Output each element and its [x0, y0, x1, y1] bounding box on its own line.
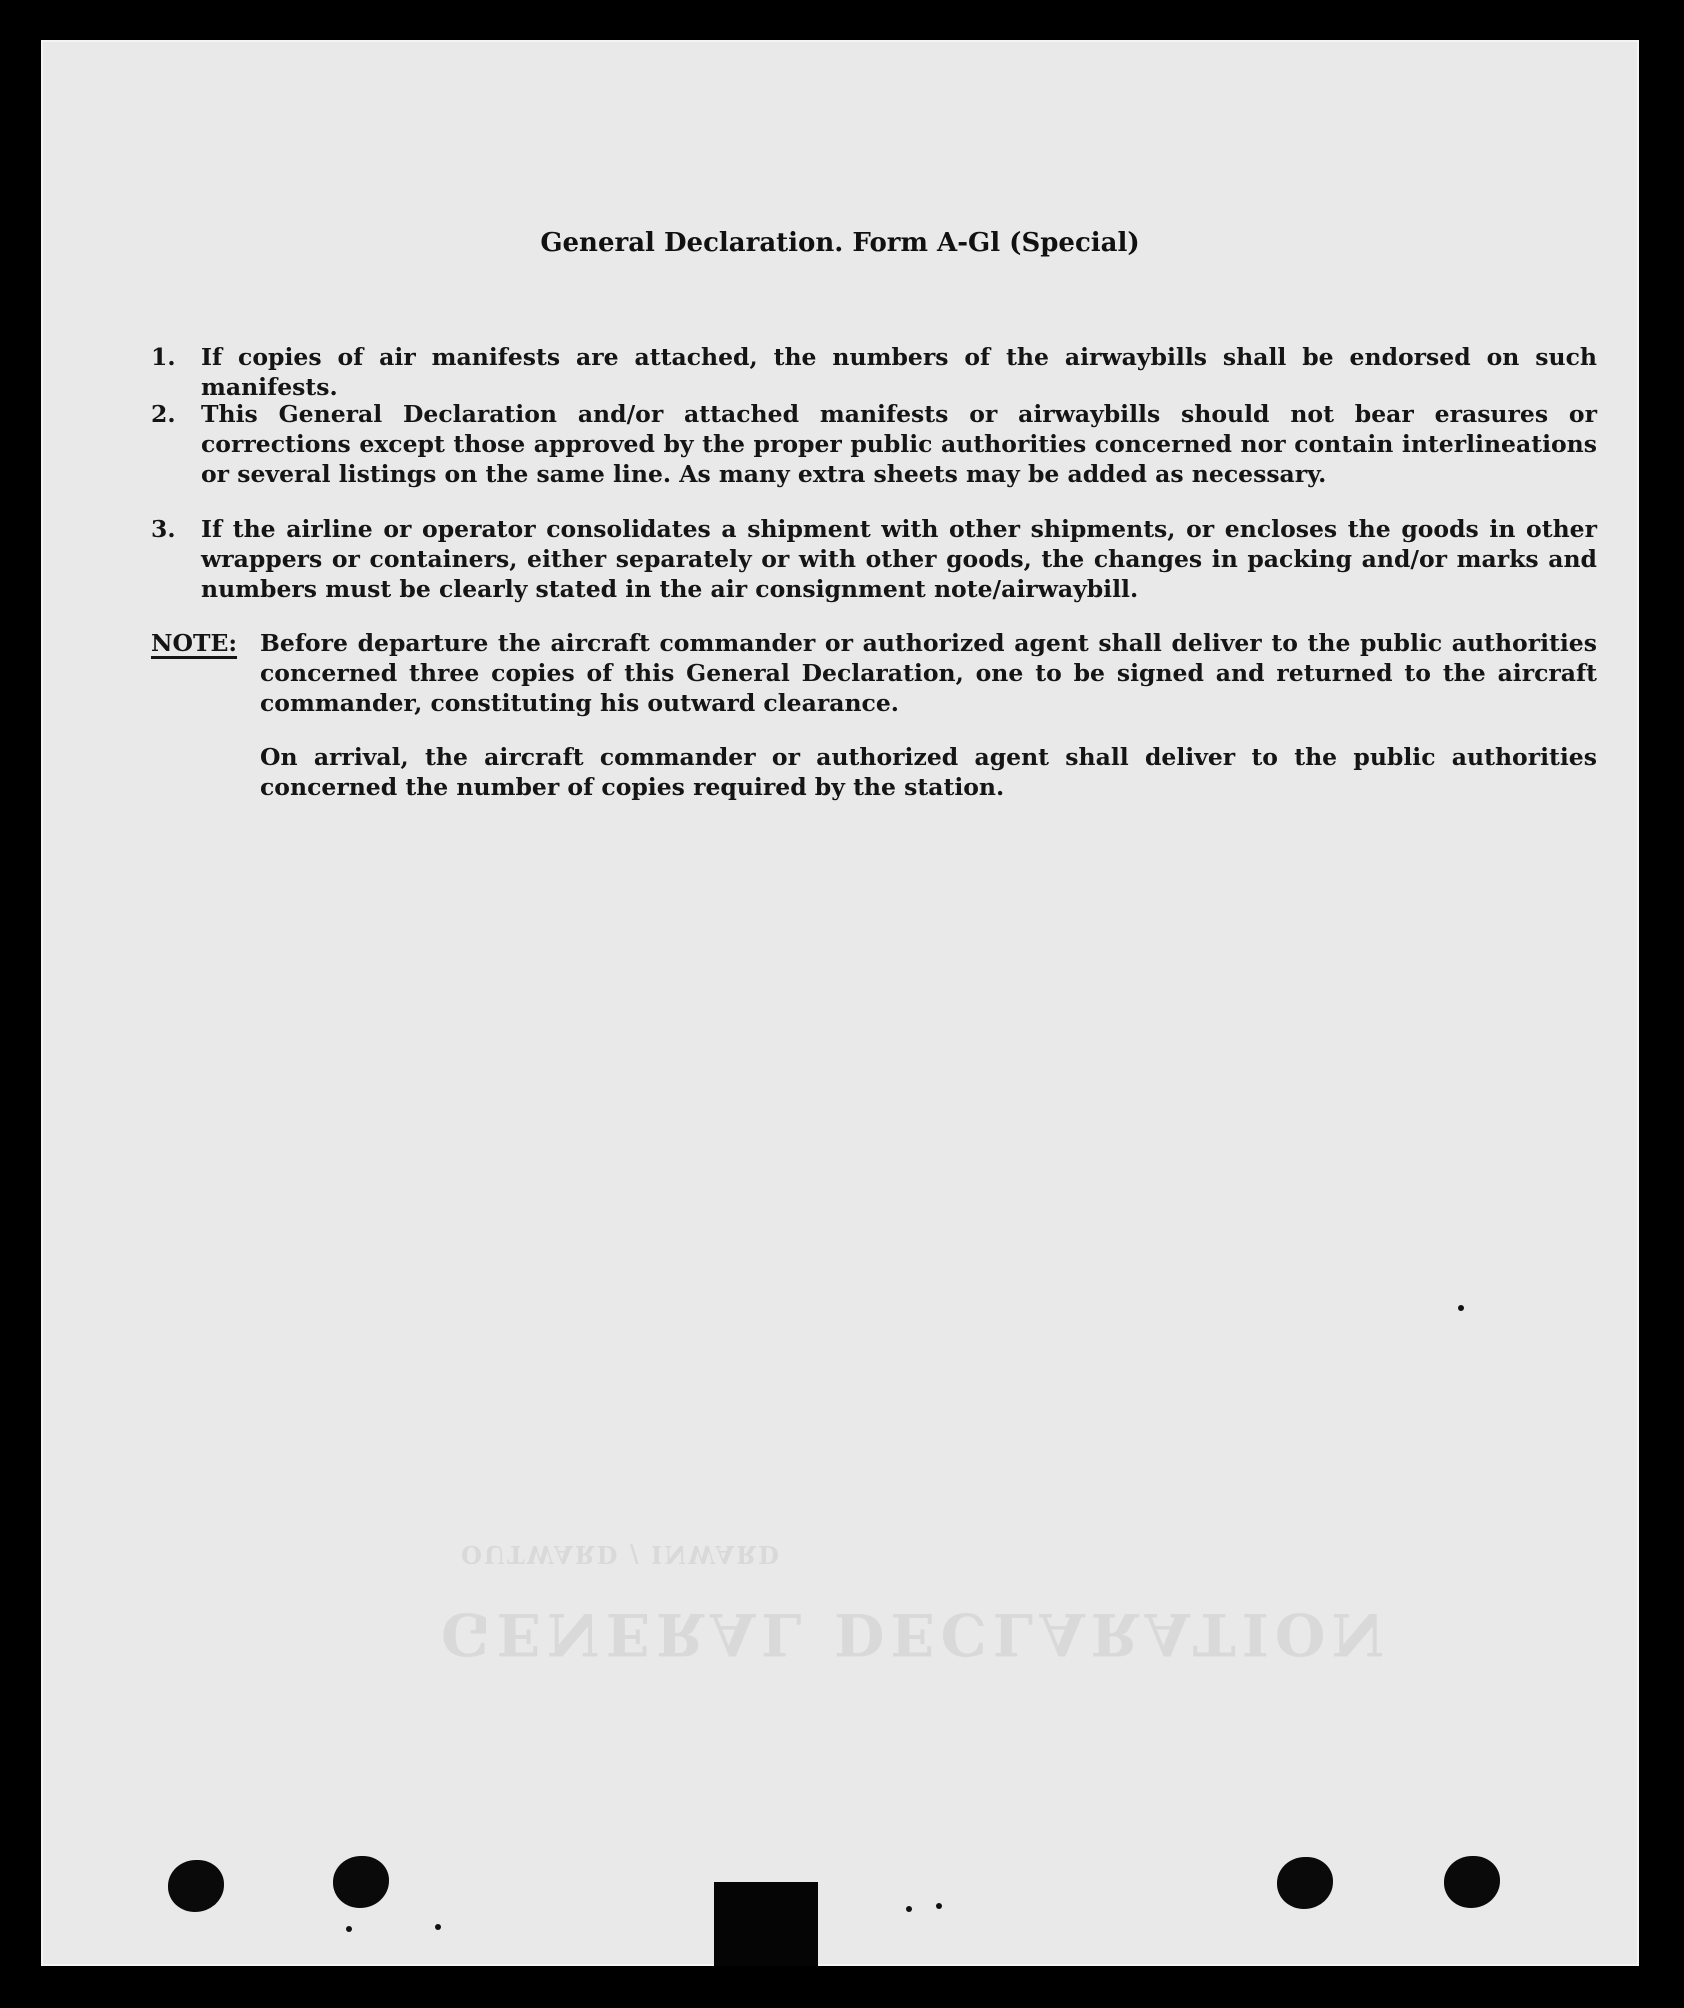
item-text: If copies of air manifests are attached, the numbers of the airwaybills shall be endorsed on such manifests.	[201, 343, 1597, 401]
form-title: General Declaration. Form A-Gl (Special)	[540, 228, 1140, 258]
scan-speck	[936, 1903, 942, 1909]
binding-tab	[714, 1882, 818, 1966]
item-number: 3.	[151, 515, 176, 543]
punch-hole	[1444, 1856, 1500, 1908]
bleed-through-mark: OUTWARD / INWARD	[461, 1540, 781, 1569]
punch-hole	[1277, 1857, 1333, 1909]
item-number: 2.	[151, 400, 176, 428]
note-block	[151, 628, 1597, 718]
item-text: This General Declaration and/or attached manifests or airwaybills should not bear erasures or corrections except those approved by the proper public authorities concerned nor contain interlineations or several listings on the same line. As many extra sheets may be added as necessary.	[201, 400, 1597, 488]
document-page	[41, 40, 1639, 1966]
item-text: If the airline or operator consolidates a shipment with other shipments, or encloses the goods in other wrappers or containers, either separately or with other goods, the changes in packing and/or marks and numbers must be clearly stated in the air consignment note/airwaybill.	[201, 515, 1597, 603]
scan-speck	[1458, 1305, 1464, 1311]
instruction-item-1	[151, 342, 1597, 402]
scan-speck	[906, 1906, 912, 1912]
arrival-paragraph: On arrival, the aircraft commander or authorized agent shall deliver to the public authorities concerned the number of copies required by the station.	[260, 743, 1597, 801]
scan-speck	[435, 1924, 441, 1930]
punch-hole	[333, 1856, 389, 1908]
item-number: 1.	[151, 343, 176, 371]
note-text: Before departure the aircraft commander or authorized agent shall deliver to the public authorities concerned three copies of this General Declaration, one to be signed and returned to the aircraft commander, constituting his outward clearance.	[260, 629, 1597, 717]
bleed-through-mark: GENERAL DECLARATION	[441, 1600, 1391, 1668]
note-label: NOTE:	[151, 629, 238, 657]
scan-speck	[346, 1926, 352, 1932]
instruction-item-2	[151, 399, 1597, 489]
punch-hole	[168, 1860, 224, 1912]
instruction-item-3	[151, 514, 1597, 604]
